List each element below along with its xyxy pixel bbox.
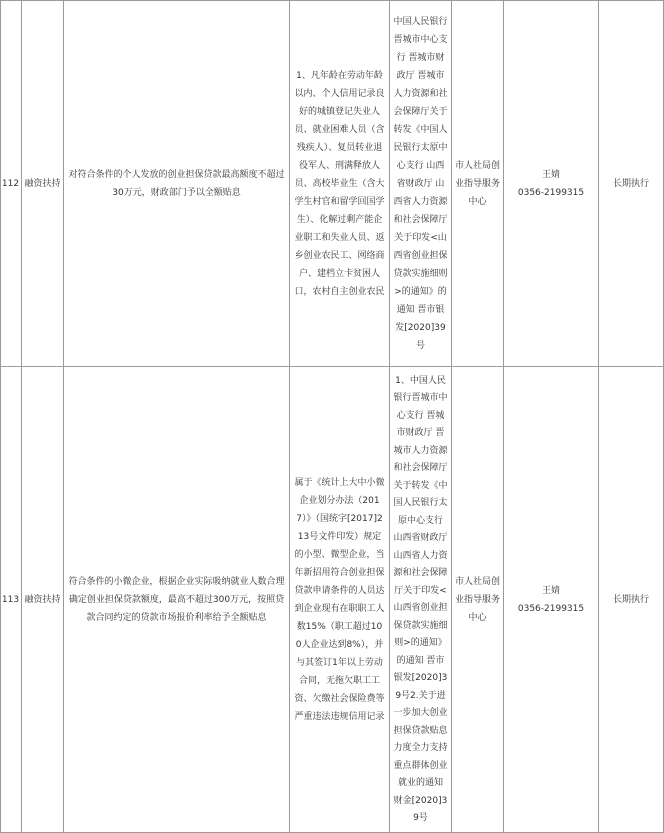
department-text: 市人社局创业指导服务中心 (454, 160, 500, 207)
content-cell (64, 367, 290, 833)
contact-text: 王婧 0356-2199315 (517, 169, 585, 198)
content-cell (64, 1, 290, 366)
category-text: 融资扶持 (24, 595, 61, 605)
content-text: 对符合条件的个人发放的创业担保贷款最高额度不超过30万元，财政部门予以全额贴息 (68, 169, 285, 198)
row-number: 112 (1, 178, 20, 189)
target-text: 属于《统计上大中小微企业划分办法（2017）》（国统字[2017]213号文件印发）规定的小型、微型企业，当年新招用符合创业担保贷款申请条件的人员达到企业现有在职职工人数15%（职工超过100人企业达到8%），并与其签订1年以上劳动合同，无拖欠职工工资、欠缴社会保险费等严重违法违规信用记录 (294, 478, 385, 722)
validity-cell (599, 1, 663, 366)
department-cell (452, 367, 504, 833)
contact-cell (504, 1, 599, 366)
category-cell (22, 367, 64, 833)
contact-text: 王婧 0356-2199315 (517, 586, 585, 614)
content-text: 符合条件的小微企业，根据企业实际吸纳就业人数合理确定创业担保贷款额度，最高不超过300万元，按照贷款合同约定的贷款市场报价利率给予全额贴息 (68, 577, 285, 623)
category-cell (22, 1, 64, 366)
validity-cell (599, 367, 663, 833)
basis-text: 中国人民银行晋城市中心支行 晋城市财政厅 晋城市人力资源和社会保障厅关于转发《中国人民银行太原中心支行 山西省财政厅 山西省人力资源和社会保障厅关于印发<山西省创业担保贷款实施细则>的通知》的通知 晋市银发[2020]39号 (393, 16, 448, 351)
row-number: 113 (1, 595, 20, 605)
category-text: 融资扶持 (24, 178, 61, 189)
department-cell (452, 1, 504, 366)
target-text: 1、凡年龄在劳动年龄以内、个人信用记录良好的城镇登记失业人员、就业困难人员（含残疾人）、复员转业退役军人、刑满释放人员、高校毕业生（含大学生村官和留学回国学生）、化解过剩产能企业职工和失业人员、返乡创业农民工、网络商户、建档立卡贫困人口，农村自主创业农民 (294, 70, 385, 297)
row-number-cell (0, 1, 22, 366)
target-cell (290, 1, 390, 366)
basis-cell (390, 1, 452, 366)
validity-text: 长期执行 (612, 178, 649, 189)
department-text: 市人社局创业指导服务中心 (454, 577, 500, 623)
target-cell (290, 367, 390, 833)
basis-text: 1、中国人民银行晋城市中心支行 晋城市财政厅 晋城市人力资源和社会保障厅关于转发《中国人民银行太原中心支行 山西省财政厅 山西省人力资源和社会保障厅关于印发<山西省创业担保贷款实施细则>的通知》的通知 晋市银发[2020]39号2.关于进一步加大创业担保贷款贴息力度全力支持重点群体创业就业的通知 财金[2020]39号 (393, 375, 448, 823)
row-number-cell (0, 367, 22, 833)
contact-cell (504, 367, 599, 833)
basis-cell (390, 367, 452, 833)
validity-text: 长期执行 (612, 595, 649, 605)
